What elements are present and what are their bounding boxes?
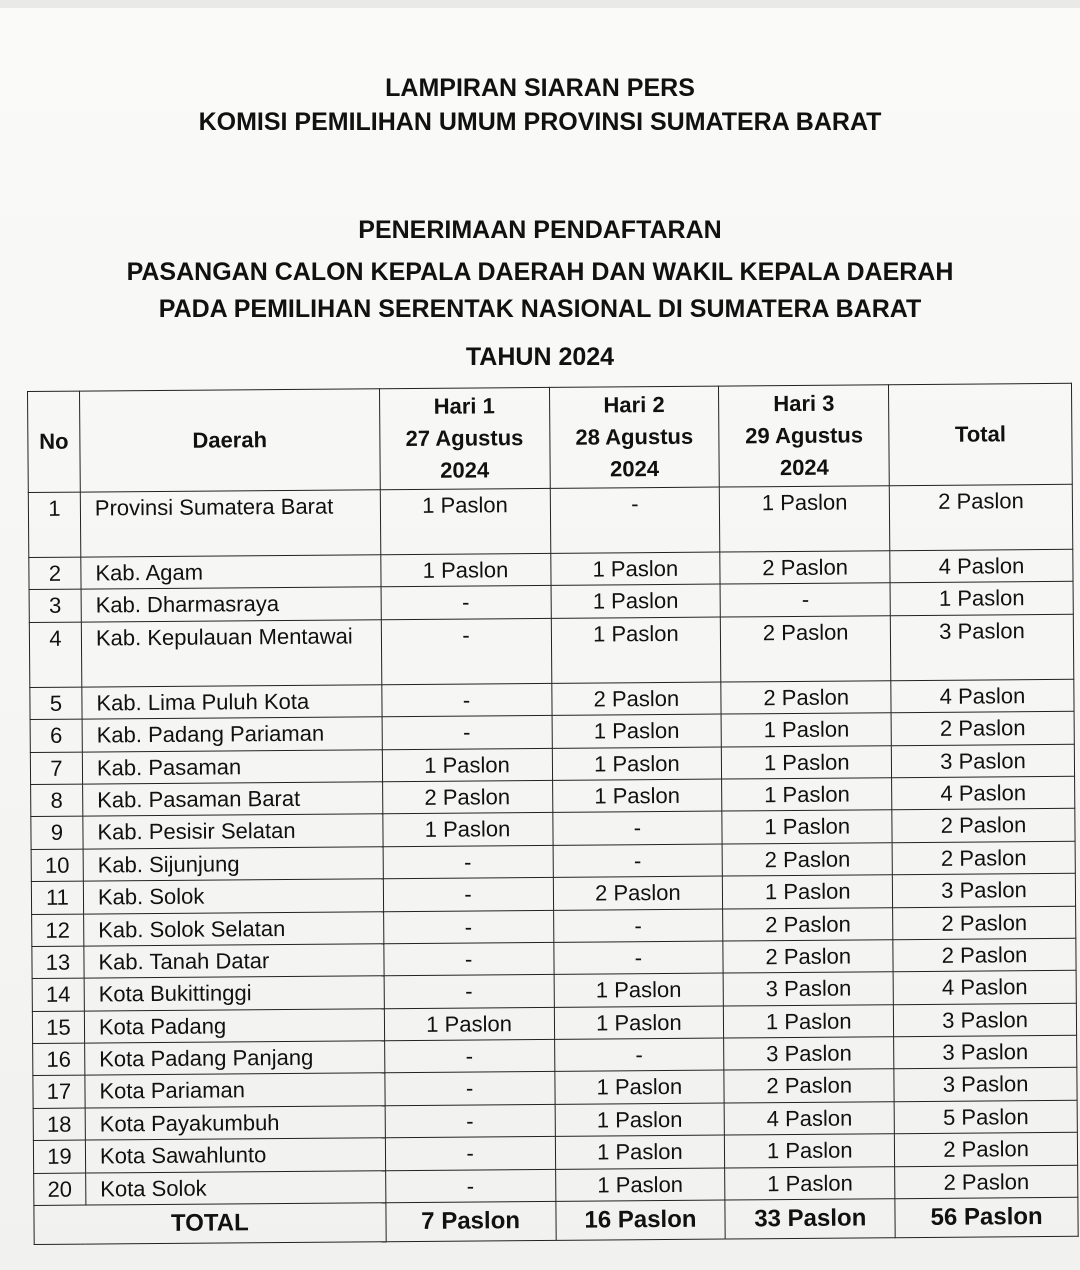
row-hari3: 2 Paslon [723, 940, 893, 974]
row-hari1: 1 Paslon [382, 748, 552, 782]
row-daerah: Kab. Lima Puluh Kota [82, 685, 382, 720]
row-hari3: 2 Paslon [724, 1069, 894, 1103]
row-daerah: Kota Bukittinggi [84, 976, 384, 1011]
row-no: 1 [28, 492, 80, 557]
hari3-label: Hari 3 [773, 390, 835, 417]
row-total: 3 Paslon [893, 873, 1076, 907]
row-hari3: 4 Paslon [724, 1102, 894, 1136]
row-daerah: Kab. Pesisir Selatan [83, 814, 383, 849]
row-hari2: 2 Paslon [553, 876, 723, 910]
row-hari3: 1 Paslon [723, 875, 893, 909]
row-hari3: 1 Paslon [725, 1134, 895, 1168]
row-hari1: 1 Paslon [380, 553, 550, 587]
row-no: 15 [32, 1011, 84, 1044]
row-total: 2 Paslon [892, 841, 1075, 875]
hari1-label: Hari 1 [433, 393, 495, 419]
row-daerah: Kota Padang Panjang [85, 1041, 385, 1076]
table-row [29, 614, 1073, 687]
row-no: 16 [33, 1043, 85, 1076]
total-hari1: 7 Paslon [386, 1201, 556, 1241]
row-daerah: Kab. Solok Selatan [84, 911, 384, 946]
row-hari2: - [550, 487, 720, 553]
row-hari3: 1 Paslon [720, 486, 890, 552]
row-no: 2 [29, 557, 81, 590]
row-hari2: 1 Paslon [552, 779, 722, 813]
row-hari1: - [384, 975, 554, 1009]
row-hari2: 1 Paslon [555, 1168, 725, 1202]
total-hari2: 16 Paslon [555, 1200, 725, 1240]
row-total: 3 Paslon [894, 1035, 1077, 1069]
row-daerah: Kab. Solok [83, 879, 383, 914]
row-hari2: 1 Paslon [555, 1103, 725, 1137]
row-total: 2 Paslon [891, 711, 1074, 745]
row-total: 3 Paslon [894, 1068, 1077, 1102]
column-header-hari2 [549, 386, 720, 488]
row-hari1: - [385, 1137, 555, 1171]
row-hari3: - [720, 583, 890, 617]
row-hari2: 1 Paslon [551, 617, 721, 683]
total-hari3: 33 Paslon [725, 1199, 895, 1239]
row-no: 6 [30, 719, 82, 752]
row-no: 19 [33, 1140, 85, 1173]
row-total: 2 Paslon [895, 1165, 1078, 1199]
row-daerah: Kab. Dharmasraya [81, 587, 381, 622]
hari2-year: 2024 [609, 456, 660, 482]
column-header-daerah: Daerah [79, 389, 379, 492]
row-hari1: - [384, 942, 554, 976]
commission-name: KOMISI PEMILIHAN UMUM PROVINSI SUMATERA BARAT [198, 108, 882, 136]
row-hari2: 1 Paslon [552, 714, 722, 748]
row-hari1: 1 Paslon [384, 1007, 554, 1041]
section-subtitle-1: PASANGAN CALON KEPALA DAERAH DAN WAKIL KEPALA DAERAH [126, 258, 954, 286]
row-total: 2 Paslon [893, 938, 1076, 972]
row-no: 20 [34, 1173, 86, 1206]
column-header-hari3 [719, 385, 890, 487]
row-hari1: - [381, 586, 551, 620]
row-total: 2 Paslon [895, 1133, 1078, 1167]
row-hari2: 1 Paslon [550, 552, 720, 586]
row-daerah: Kota Solok [86, 1170, 386, 1205]
row-daerah: Kota Payakumbuh [85, 1106, 385, 1141]
row-total: 2 Paslon [893, 906, 1076, 940]
row-daerah: Kab. Tanah Datar [84, 944, 384, 979]
row-daerah: Kota Pariaman [85, 1073, 385, 1108]
row-total: 4 Paslon [892, 776, 1075, 810]
row-hari1: - [385, 1169, 555, 1203]
row-hari3: 1 Paslon [721, 713, 891, 747]
row-hari1: - [382, 716, 552, 750]
row-daerah: Provinsi Sumatera Barat [80, 490, 380, 557]
row-hari3: 2 Paslon [721, 616, 891, 682]
row-hari2: 1 Paslon [554, 973, 724, 1007]
row-hari3: 3 Paslon [724, 1037, 894, 1071]
table-total-row [34, 1197, 1078, 1244]
row-total: 3 Paslon [890, 614, 1073, 680]
row-daerah: Kab. Pasaman Barat [83, 782, 383, 817]
row-hari2: 1 Paslon [554, 1071, 724, 1105]
row-hari1: - [383, 910, 553, 944]
hari3-year: 2024 [779, 454, 829, 481]
row-no: 10 [31, 849, 83, 882]
row-hari3: 1 Paslon [722, 745, 892, 779]
row-total: 4 Paslon [890, 549, 1073, 583]
row-hari2: 2 Paslon [551, 682, 721, 716]
row-daerah: Kab. Sijunjung [83, 846, 383, 881]
row-total: 3 Paslon [894, 1003, 1077, 1037]
row-daerah: Kab. Agam [81, 555, 381, 590]
row-hari1: - [381, 683, 551, 717]
row-hari1: - [385, 1072, 555, 1106]
row-hari2: - [553, 909, 723, 943]
row-hari2: - [553, 844, 723, 878]
row-no: 3 [29, 589, 81, 622]
row-hari3: 2 Paslon [722, 842, 892, 876]
row-total: 2 Paslon [889, 484, 1072, 550]
row-hari1: - [385, 1104, 555, 1138]
row-no: 12 [32, 914, 84, 947]
row-no: 9 [31, 816, 83, 849]
column-header-hari1 [379, 387, 550, 489]
row-total: 4 Paslon [891, 679, 1074, 713]
row-hari1: - [381, 618, 551, 684]
row-hari2: - [552, 811, 722, 845]
row-total: 5 Paslon [894, 1100, 1077, 1134]
row-no: 11 [31, 881, 83, 914]
press-release-title: LAMPIRAN SIARAN PERS [385, 74, 695, 102]
row-hari3: 2 Paslon [723, 907, 893, 941]
row-daerah: Kota Sawahlunto [85, 1138, 385, 1173]
row-total: 3 Paslon [891, 744, 1074, 778]
row-hari3: 2 Paslon [721, 681, 891, 715]
row-hari1: - [383, 845, 553, 879]
row-daerah: Kab. Pasaman [82, 749, 382, 784]
row-daerah: Kota Padang [84, 1008, 384, 1043]
hari1-date: 27 Agustus [405, 425, 524, 452]
section-year: TAHUN 2024 [465, 343, 615, 371]
total-overall: 56 Paslon [895, 1197, 1078, 1237]
column-header-no: No [28, 391, 81, 492]
row-hari3: 1 Paslon [722, 810, 892, 844]
section-subtitle-2: PADA PEMILIHAN SERENTAK NASIONAL DI SUMATERA BARAT [158, 295, 922, 323]
row-hari3: 1 Paslon [725, 1166, 895, 1200]
row-no: 18 [33, 1108, 85, 1141]
row-no: 4 [29, 622, 81, 687]
hari1-year: 2024 [440, 457, 490, 483]
hari3-date: 29 Agustus [745, 422, 864, 449]
row-no: 14 [32, 978, 84, 1011]
row-no: 8 [31, 784, 83, 817]
row-hari1: - [383, 878, 553, 912]
row-hari3: 3 Paslon [723, 972, 893, 1006]
row-hari2: - [553, 941, 723, 975]
section-title: PENERIMAAN PENDAFTARAN [358, 216, 722, 244]
table-row [28, 484, 1072, 557]
row-daerah: Kab. Kepulauan Mentawai [81, 620, 381, 687]
row-total: 1 Paslon [890, 582, 1073, 616]
column-header-total: Total [889, 383, 1073, 485]
row-total: 2 Paslon [892, 809, 1075, 843]
row-daerah: Kab. Padang Pariaman [82, 717, 382, 752]
row-hari2: - [554, 1038, 724, 1072]
row-hari1: 1 Paslon [382, 813, 552, 847]
row-hari2: 1 Paslon [555, 1135, 725, 1169]
row-no: 5 [30, 687, 82, 720]
row-hari1: 1 Paslon [380, 488, 550, 554]
row-hari2: 1 Paslon [554, 1006, 724, 1040]
row-total: 4 Paslon [893, 971, 1076, 1005]
row-no: 17 [33, 1076, 85, 1109]
hari2-label: Hari 2 [603, 391, 665, 418]
top-edge [0, 0, 1080, 8]
row-hari2: 1 Paslon [551, 584, 721, 618]
row-hari3: 1 Paslon [722, 778, 892, 812]
row-hari2: 1 Paslon [552, 747, 722, 781]
row-hari1: 2 Paslon [382, 780, 552, 814]
total-label: TOTAL [34, 1203, 386, 1245]
row-hari1: - [384, 1039, 554, 1073]
table-header-row [28, 383, 1073, 492]
registration-table [27, 383, 1079, 1245]
row-no: 13 [32, 946, 84, 979]
hari2-date: 28 Agustus [575, 423, 694, 450]
row-hari3: 1 Paslon [724, 1004, 894, 1038]
row-no: 7 [30, 752, 82, 785]
row-hari3: 2 Paslon [720, 551, 890, 585]
